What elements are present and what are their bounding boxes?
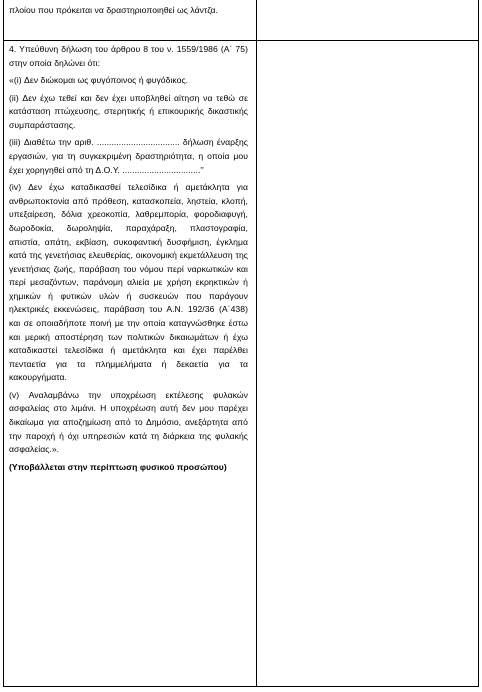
- clause-iv: (iv) Δεν έχω καταδικασθεί τελεσίδικα ή αμετάκλητα για ανθρωποκτονία από πρόθεση, κατασκοπεία, ληστεία, κλοπή, υπεξαίρεση, δόλια χρεοκοπία, λαθρεμπορία, φοροδιαφυγή, δωροδοκία, δωροληψία, παραχάραξη, πλαστογραφία, απιστία, απάτη, εκβίαση, συκοφαντική δυσφήμιση, έγκλημα κατά της γενετήσιας ελευθερίας, οικονομική εκμετάλλευση της γενετήσιας ζωής, παράβαση του νόμου περί ναρκωτικών και περί μεσαζόντων, παράνομη αλιεία με χρήση εκρηκτικών ή χημικών ή φυτικών υλών ή συσκευών που παράγουν ηλεκτρικές εκκενώσεις, παράβαση του Α.Ν. 192/36 (Α΄438) και σε οποιαδήποτε ποινή με την οποία καταγνώσθηκε έστω και μερική αποστέρηση των πολιτικών δικαιωμάτων ή έχω καταδικαστεί τελεσίδικα ή αμετάκλητα και έχει παρέλθει πενταετία για τα πλημμελήματα ή δεκαετία για τα κακουργήματα.: [9, 182, 248, 383]
- document-table: [3, 0, 479, 687]
- clause-i: «(i) Δεν διώκομαι ως φυγόποινος ή φυγόδικος.: [9, 75, 189, 86]
- top-cell-paragraph: πλοίου που πρόκειται να δραστηριοποιηθεί ως λάντζα.: [9, 5, 218, 15]
- clause-v: (v) Αναλαμβάνω την υποχρέωση εκτέλεσης φυλακών ασφαλείας στο λιμάνι. Η υποχρέωση αυτή δεν μου παρέχει δικαίωμα για αποζημίωση από το Δημόσιο, ανεξάρτητα από την παροχή ή όχι υπηρεσιών κατά τη διάρκεια της φυλακής ασφαλείας.».: [9, 389, 248, 455]
- declaration-header: 4. Υπεύθυνη δήλωση του άρθρου 8 του ν. 1559/1986 (Α΄ 75) στην οποία δηλώνει ότι:: [9, 44, 248, 68]
- clause-ii: (ii) Δεν έχω τεθεί και δεν έχει υποβληθεί αίτηση να τεθώ σε κατάσταση πτώχευσης, στερητικής ή επικουρικής δικαστικής συμπαράστασης.: [9, 92, 248, 130]
- main-cell-text: [9, 43, 248, 474]
- top-cell-text: [9, 4, 248, 18]
- empty-right-cell: [257, 0, 478, 686]
- submission-note: (Υποβάλλεται στην περίπτωση φυσικού προσώπου): [9, 461, 227, 472]
- clause-iii: (iii) Διαθέτω την αριθ. .................................. δήλωση έναρξης εργασιών, για τη συγκεκριμένη δραστηριότητα, η οποία μου έχει χορηγηθεί από τη Δ.Ο.Υ. ................................'': [9, 137, 248, 175]
